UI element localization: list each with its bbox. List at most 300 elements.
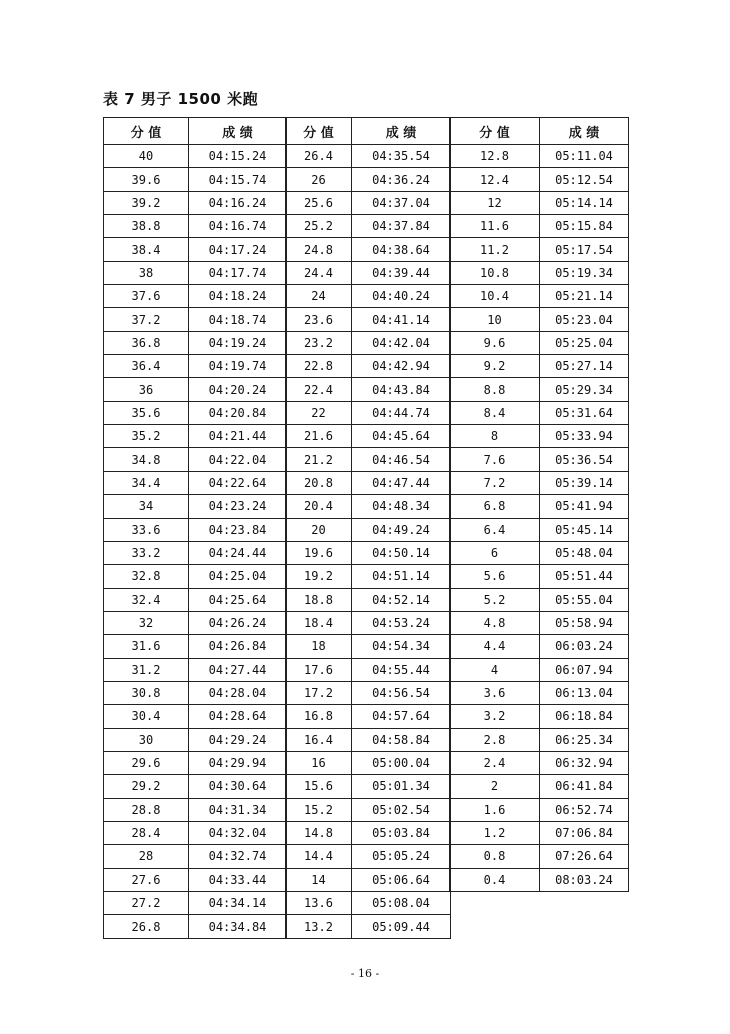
score-cell: 39.6	[104, 168, 189, 191]
result-cell: 04:24.44	[189, 541, 287, 564]
score-cell: 40	[104, 145, 189, 168]
score-cell: 22.4	[286, 378, 352, 401]
table-row	[450, 471, 629, 494]
score-cell: 4.8	[450, 611, 540, 634]
table-row	[104, 565, 287, 588]
table-row	[286, 658, 451, 681]
score-cell: 5.2	[450, 588, 540, 611]
table-row	[104, 821, 287, 844]
table-row	[450, 845, 629, 868]
table-row	[450, 705, 629, 728]
result-cell: 05:03.84	[352, 821, 451, 844]
score-cell: 15.6	[286, 775, 352, 798]
score-cell: 26.4	[286, 145, 352, 168]
result-cell: 04:54.34	[352, 635, 451, 658]
table-row	[104, 705, 287, 728]
table-row	[286, 518, 451, 541]
result-cell: 06:52.74	[540, 798, 629, 821]
score-cell: 8	[450, 425, 540, 448]
score-cell: 31.6	[104, 635, 189, 658]
table-row	[450, 215, 629, 238]
table-row	[104, 331, 287, 354]
table-row	[450, 448, 629, 471]
table-row	[286, 868, 451, 891]
table-row	[450, 868, 629, 891]
score-cell: 18.8	[286, 588, 352, 611]
result-cell: 04:39.44	[352, 261, 451, 284]
result-cell: 04:30.64	[189, 775, 287, 798]
result-cell: 04:38.64	[352, 238, 451, 261]
table-row	[286, 845, 451, 868]
score-cell: 25.6	[286, 191, 352, 214]
result-cell: 06:25.34	[540, 728, 629, 751]
score-cell: 11.2	[450, 238, 540, 261]
score-cell: 23.2	[286, 331, 352, 354]
table-row	[450, 355, 629, 378]
table-row	[450, 518, 629, 541]
page-number: - 16 -	[350, 967, 380, 980]
result-cell: 05:12.54	[540, 168, 629, 191]
result-cell: 05:29.34	[540, 378, 629, 401]
table-row	[450, 588, 629, 611]
score-cell: 20.8	[286, 471, 352, 494]
score-cell: 6	[450, 541, 540, 564]
score-cell: 17.2	[286, 681, 352, 704]
score-cell: 29.6	[104, 751, 189, 774]
table-row	[286, 401, 451, 424]
score-cell: 22	[286, 401, 352, 424]
score-cell: 18.4	[286, 611, 352, 634]
result-cell: 04:19.74	[189, 355, 287, 378]
result-cell: 04:17.74	[189, 261, 287, 284]
table-body	[104, 145, 287, 939]
score-header: 分 值	[286, 118, 352, 145]
result-cell: 04:55.44	[352, 658, 451, 681]
score-cell: 30.8	[104, 681, 189, 704]
result-cell: 04:18.74	[189, 308, 287, 331]
table-row	[286, 285, 451, 308]
score-cell: 2.8	[450, 728, 540, 751]
score-cell: 37.6	[104, 285, 189, 308]
score-table-column-group-2	[285, 117, 451, 939]
score-cell: 36	[104, 378, 189, 401]
table-row	[104, 191, 287, 214]
score-cell: 1.2	[450, 821, 540, 844]
score-cell: 0.8	[450, 845, 540, 868]
result-cell: 05:39.14	[540, 471, 629, 494]
result-cell: 05:33.94	[540, 425, 629, 448]
score-cell: 36.8	[104, 331, 189, 354]
score-cell: 14.4	[286, 845, 352, 868]
score-cell: 29.2	[104, 775, 189, 798]
table-row	[286, 238, 451, 261]
result-cell: 04:37.84	[352, 215, 451, 238]
score-cell: 21.2	[286, 448, 352, 471]
result-cell: 05:06.64	[352, 868, 451, 891]
score-cell: 27.6	[104, 868, 189, 891]
table-row	[286, 145, 451, 168]
table-row	[450, 308, 629, 331]
table-row	[450, 728, 629, 751]
result-cell: 04:50.14	[352, 541, 451, 564]
table-row	[450, 751, 629, 774]
table-row	[286, 681, 451, 704]
score-cell: 35.6	[104, 401, 189, 424]
table-row	[104, 495, 287, 518]
result-cell: 04:34.84	[189, 915, 287, 938]
table-row	[104, 238, 287, 261]
result-cell: 06:07.94	[540, 658, 629, 681]
result-cell: 04:32.04	[189, 821, 287, 844]
table-row	[104, 518, 287, 541]
result-cell: 04:40.24	[352, 285, 451, 308]
score-cell: 7.6	[450, 448, 540, 471]
result-cell: 04:48.34	[352, 495, 451, 518]
score-cell: 32.4	[104, 588, 189, 611]
table-row	[104, 635, 287, 658]
table-row	[104, 471, 287, 494]
score-cell: 20.4	[286, 495, 352, 518]
score-cell: 34	[104, 495, 189, 518]
score-cell: 38	[104, 261, 189, 284]
score-cell: 24.4	[286, 261, 352, 284]
table-body	[450, 145, 629, 892]
result-cell: 05:21.14	[540, 285, 629, 308]
score-table-column-group-1	[103, 117, 287, 939]
score-cell: 4	[450, 658, 540, 681]
result-cell: 04:29.24	[189, 728, 287, 751]
result-cell: 04:23.84	[189, 518, 287, 541]
table-row	[104, 145, 287, 168]
result-cell: 04:29.94	[189, 751, 287, 774]
table-row	[286, 355, 451, 378]
result-cell: 04:49.24	[352, 518, 451, 541]
table-row	[286, 308, 451, 331]
score-cell: 14	[286, 868, 352, 891]
table-row	[450, 798, 629, 821]
score-cell: 11.6	[450, 215, 540, 238]
table-row	[286, 915, 451, 938]
score-cell: 28.8	[104, 798, 189, 821]
result-cell: 04:20.84	[189, 401, 287, 424]
score-cell: 38.8	[104, 215, 189, 238]
result-cell: 06:03.24	[540, 635, 629, 658]
result-cell: 05:05.24	[352, 845, 451, 868]
table-row	[286, 775, 451, 798]
result-cell: 05:08.04	[352, 892, 451, 915]
score-cell: 19.6	[286, 541, 352, 564]
table-row	[450, 565, 629, 588]
table-row	[104, 355, 287, 378]
score-cell: 35.2	[104, 425, 189, 448]
table-row	[286, 448, 451, 471]
table-row	[286, 611, 451, 634]
result-cell: 05:48.04	[540, 541, 629, 564]
score-cell: 14.8	[286, 821, 352, 844]
result-cell: 04:53.24	[352, 611, 451, 634]
result-cell: 04:22.64	[189, 471, 287, 494]
score-cell: 32.8	[104, 565, 189, 588]
score-cell: 9.2	[450, 355, 540, 378]
table-body	[286, 145, 451, 939]
table-row	[450, 168, 629, 191]
table-row	[286, 635, 451, 658]
result-cell: 04:32.74	[189, 845, 287, 868]
result-cell: 06:41.84	[540, 775, 629, 798]
table-row	[450, 495, 629, 518]
table-row	[104, 915, 287, 938]
result-cell: 04:28.04	[189, 681, 287, 704]
table-row	[450, 821, 629, 844]
score-cell: 12.4	[450, 168, 540, 191]
score-cell: 5.6	[450, 565, 540, 588]
result-cell: 04:22.04	[189, 448, 287, 471]
table-row	[450, 378, 629, 401]
result-cell: 04:36.24	[352, 168, 451, 191]
result-cell: 05:11.04	[540, 145, 629, 168]
result-cell: 05:45.14	[540, 518, 629, 541]
table-row	[286, 191, 451, 214]
result-cell: 05:17.54	[540, 238, 629, 261]
result-cell: 04:17.24	[189, 238, 287, 261]
score-cell: 20	[286, 518, 352, 541]
table-row	[104, 448, 287, 471]
result-cell: 04:31.34	[189, 798, 287, 821]
result-header: 成 绩	[189, 118, 287, 145]
table-row	[104, 308, 287, 331]
score-cell: 31.2	[104, 658, 189, 681]
table-row	[286, 821, 451, 844]
result-cell: 05:31.64	[540, 401, 629, 424]
table-row	[286, 751, 451, 774]
score-cell: 39.2	[104, 191, 189, 214]
score-cell: 12	[450, 191, 540, 214]
table-row	[286, 541, 451, 564]
table-row	[104, 378, 287, 401]
table-row	[286, 378, 451, 401]
result-cell: 04:20.24	[189, 378, 287, 401]
score-cell: 26	[286, 168, 352, 191]
result-cell: 05:36.54	[540, 448, 629, 471]
score-cell: 7.2	[450, 471, 540, 494]
score-cell: 0.4	[450, 868, 540, 891]
result-cell: 04:56.54	[352, 681, 451, 704]
table-row	[286, 588, 451, 611]
table-row	[104, 775, 287, 798]
table-row	[450, 331, 629, 354]
score-cell: 37.2	[104, 308, 189, 331]
score-cell: 36.4	[104, 355, 189, 378]
result-cell: 04:33.44	[189, 868, 287, 891]
score-cell: 30	[104, 728, 189, 751]
table-row	[450, 681, 629, 704]
table-row	[286, 425, 451, 448]
score-cell: 3.6	[450, 681, 540, 704]
table-row	[450, 238, 629, 261]
table-row	[104, 611, 287, 634]
result-cell: 04:43.84	[352, 378, 451, 401]
table-row	[450, 191, 629, 214]
score-cell: 33.6	[104, 518, 189, 541]
score-cell: 17.6	[286, 658, 352, 681]
table-row	[450, 658, 629, 681]
table-row	[450, 285, 629, 308]
result-cell: 05:02.54	[352, 798, 451, 821]
table-row	[286, 565, 451, 588]
score-cell: 26.8	[104, 915, 189, 938]
table-row	[286, 798, 451, 821]
result-cell: 04:51.14	[352, 565, 451, 588]
table-row	[104, 401, 287, 424]
score-cell: 34.4	[104, 471, 189, 494]
result-cell: 05:09.44	[352, 915, 451, 938]
result-cell: 04:45.64	[352, 425, 451, 448]
score-cell: 16.4	[286, 728, 352, 751]
result-cell: 05:25.04	[540, 331, 629, 354]
result-cell: 06:32.94	[540, 751, 629, 774]
score-cell: 15.2	[286, 798, 352, 821]
result-cell: 04:47.44	[352, 471, 451, 494]
table-row	[286, 728, 451, 751]
result-cell: 04:37.04	[352, 191, 451, 214]
table-row	[286, 261, 451, 284]
score-cell: 21.6	[286, 425, 352, 448]
table-row	[450, 425, 629, 448]
score-cell: 27.2	[104, 892, 189, 915]
result-cell: 04:42.04	[352, 331, 451, 354]
result-cell: 04:21.44	[189, 425, 287, 448]
table-row	[450, 261, 629, 284]
table-row	[104, 728, 287, 751]
score-cell: 2.4	[450, 751, 540, 774]
score-cell: 10.8	[450, 261, 540, 284]
score-cell: 16.8	[286, 705, 352, 728]
score-table-column-group-3	[449, 117, 629, 892]
result-cell: 04:35.54	[352, 145, 451, 168]
table-row	[450, 635, 629, 658]
score-cell: 9.6	[450, 331, 540, 354]
table-row	[286, 331, 451, 354]
table-row	[104, 168, 287, 191]
score-header: 分 值	[450, 118, 540, 145]
result-cell: 04:19.24	[189, 331, 287, 354]
result-cell: 04:26.24	[189, 611, 287, 634]
result-header: 成 绩	[352, 118, 451, 145]
table-row	[286, 215, 451, 238]
result-cell: 06:13.04	[540, 681, 629, 704]
score-cell: 13.6	[286, 892, 352, 915]
score-cell: 8.8	[450, 378, 540, 401]
result-cell: 04:58.84	[352, 728, 451, 751]
score-header: 分 值	[104, 118, 189, 145]
result-cell: 04:25.04	[189, 565, 287, 588]
score-cell: 18	[286, 635, 352, 658]
score-cell: 12.8	[450, 145, 540, 168]
table-row	[104, 751, 287, 774]
result-cell: 05:14.14	[540, 191, 629, 214]
score-cell: 25.2	[286, 215, 352, 238]
score-cell: 34.8	[104, 448, 189, 471]
score-cell: 28.4	[104, 821, 189, 844]
table-row	[286, 892, 451, 915]
score-cell: 30.4	[104, 705, 189, 728]
table-row	[450, 145, 629, 168]
table-row	[286, 705, 451, 728]
result-cell: 04:57.64	[352, 705, 451, 728]
table-row	[286, 168, 451, 191]
result-cell: 04:18.24	[189, 285, 287, 308]
result-cell: 04:52.14	[352, 588, 451, 611]
table-row	[104, 588, 287, 611]
score-cell: 22.8	[286, 355, 352, 378]
result-cell: 04:16.74	[189, 215, 287, 238]
result-cell: 06:18.84	[540, 705, 629, 728]
score-cell: 2	[450, 775, 540, 798]
result-cell: 04:25.64	[189, 588, 287, 611]
table-row	[104, 285, 287, 308]
score-cell: 19.2	[286, 565, 352, 588]
table-row	[104, 845, 287, 868]
table-row	[104, 541, 287, 564]
score-cell: 3.2	[450, 705, 540, 728]
result-cell: 04:26.84	[189, 635, 287, 658]
table-row	[450, 611, 629, 634]
table-title: 表 7 男子 1500 米跑	[103, 90, 259, 108]
table-row	[450, 775, 629, 798]
result-cell: 04:46.54	[352, 448, 451, 471]
score-cell: 10	[450, 308, 540, 331]
result-cell: 05:15.84	[540, 215, 629, 238]
score-cell: 6.4	[450, 518, 540, 541]
result-cell: 04:34.14	[189, 892, 287, 915]
result-cell: 08:03.24	[540, 868, 629, 891]
result-cell: 04:27.44	[189, 658, 287, 681]
score-cell: 10.4	[450, 285, 540, 308]
score-cell: 38.4	[104, 238, 189, 261]
result-cell: 04:15.24	[189, 145, 287, 168]
score-cell: 24.8	[286, 238, 352, 261]
table-row	[104, 798, 287, 821]
score-cell: 6.8	[450, 495, 540, 518]
result-cell: 04:42.94	[352, 355, 451, 378]
result-header: 成 绩	[540, 118, 629, 145]
result-cell: 05:23.04	[540, 308, 629, 331]
result-cell: 04:15.74	[189, 168, 287, 191]
table-row	[104, 658, 287, 681]
score-cell: 8.4	[450, 401, 540, 424]
table-row	[286, 495, 451, 518]
result-cell: 07:06.84	[540, 821, 629, 844]
table-row	[104, 215, 287, 238]
score-cell: 33.2	[104, 541, 189, 564]
table-row	[104, 681, 287, 704]
table-row	[104, 425, 287, 448]
table-row	[450, 401, 629, 424]
score-cell: 23.6	[286, 308, 352, 331]
result-cell: 05:19.34	[540, 261, 629, 284]
table-row	[286, 471, 451, 494]
result-cell: 04:44.74	[352, 401, 451, 424]
result-cell: 04:28.64	[189, 705, 287, 728]
result-cell: 04:23.24	[189, 495, 287, 518]
table-row	[450, 541, 629, 564]
result-cell: 05:41.94	[540, 495, 629, 518]
result-cell: 05:55.04	[540, 588, 629, 611]
score-cell: 4.4	[450, 635, 540, 658]
result-cell: 07:26.64	[540, 845, 629, 868]
score-cell: 16	[286, 751, 352, 774]
result-cell: 05:01.34	[352, 775, 451, 798]
